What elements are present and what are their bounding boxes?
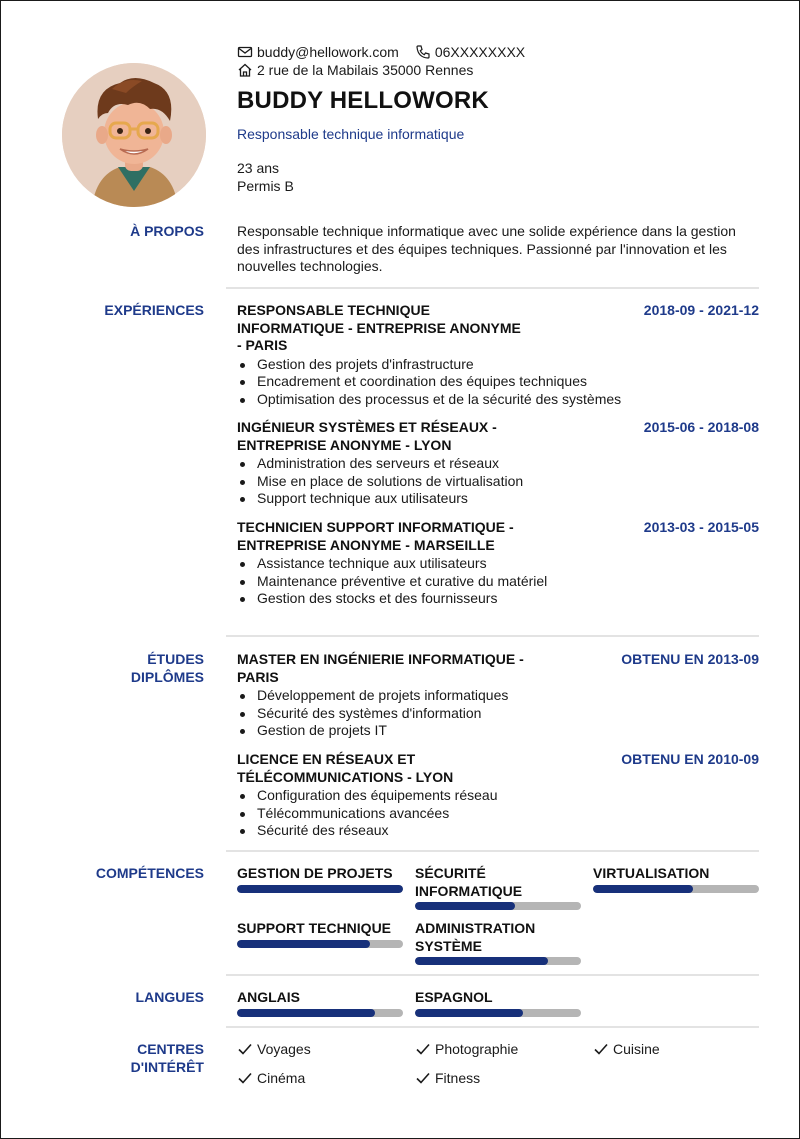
- experience-title: TECHNICIEN SUPPORT INFORMATIQUE - ENTREPRISE ANONYME - MARSEILLE: [237, 519, 514, 553]
- study-title: MASTER EN INGÉNIERIE INFORMATIQUE - PARIS: [237, 651, 524, 685]
- experience-entry: [237, 302, 759, 408]
- skill-level-fill: [237, 940, 370, 948]
- study-date: OBTENU EN 2013-09: [621, 651, 759, 667]
- divider: [226, 1026, 759, 1028]
- study-entry: [237, 751, 759, 840]
- interest-name: Voyages: [257, 1041, 311, 1057]
- skill-item: [415, 865, 581, 910]
- interest-name: Photographie: [435, 1041, 519, 1057]
- experience-date: 2013-03 - 2015-05: [643, 519, 759, 535]
- section-label-experiences: EXPÉRIENCES: [104, 302, 204, 318]
- list-item: Administration des serveurs et réseaux: [237, 455, 759, 473]
- skill-item: [237, 865, 403, 893]
- about-text: Responsable technique informatique avec une solide expérience dans la gestion des infrastructures et des équipes techniques. Passionné par l'innovation et les nouvelles technologies.: [237, 223, 736, 274]
- language-name: ESPAGNOL: [415, 989, 493, 1005]
- language-level-fill: [415, 1009, 523, 1017]
- list-item: Gestion de projets IT: [237, 722, 759, 740]
- list-item: Assistance technique aux utilisateurs: [237, 555, 759, 573]
- study-bullets: [237, 787, 759, 840]
- avatar: [62, 63, 206, 207]
- checkmark-icon: [237, 1041, 253, 1057]
- address-item: [237, 62, 473, 78]
- skill-name: SÉCURITÉ INFORMATIQUE: [415, 865, 523, 899]
- interest-item: [237, 1041, 311, 1057]
- skill-name: ADMINISTRATION SYSTÈME: [415, 920, 536, 954]
- language-level-bar: [237, 1009, 403, 1017]
- envelope-icon: [237, 44, 253, 60]
- experience-bullets: [237, 356, 759, 409]
- interest-item: [415, 1070, 480, 1086]
- skill-item: [593, 865, 759, 893]
- email-text: buddy@hellowork.com: [257, 44, 399, 60]
- skill-name: VIRTUALISATION: [593, 865, 710, 881]
- study-title: LICENCE EN RÉSEAUX ET TÉLÉCOMMUNICATIONS - LYON: [237, 751, 454, 785]
- skill-level-bar: [237, 885, 403, 893]
- experience-entry: [237, 519, 759, 608]
- divider: [226, 287, 759, 289]
- job-title: Responsable technique informatique: [237, 126, 465, 142]
- list-item: Sécurité des réseaux: [237, 822, 759, 840]
- skill-level-fill: [415, 902, 515, 910]
- skill-level-bar: [237, 940, 403, 948]
- experience-bullets: [237, 555, 759, 608]
- list-item: Maintenance préventive et curative du matériel: [237, 573, 759, 591]
- list-item: Développement de projets informatiques: [237, 687, 759, 705]
- section-label-studies: [54, 651, 204, 686]
- phone-item[interactable]: [415, 44, 525, 60]
- skill-level-fill: [237, 885, 403, 893]
- checkmark-icon: [415, 1041, 431, 1057]
- phone-icon: [415, 44, 431, 60]
- email-item[interactable]: [237, 44, 399, 60]
- experience-bullets: [237, 455, 759, 508]
- contact-block: [237, 43, 541, 79]
- section-label-about: À PROPOS: [130, 223, 204, 239]
- interest-item: [593, 1041, 660, 1057]
- list-item: Gestion des projets d'infrastructure: [237, 356, 759, 374]
- list-item: Gestion des stocks et des fournisseurs: [237, 590, 759, 608]
- checkmark-icon: [593, 1041, 609, 1057]
- skill-name: SUPPORT TECHNIQUE: [237, 920, 392, 936]
- label-line: ÉTUDES: [147, 651, 204, 667]
- label-line: CENTRES: [137, 1041, 204, 1057]
- phone-text: 06XXXXXXXX: [434, 44, 526, 60]
- personal-info: [237, 160, 294, 195]
- list-item: Support technique aux utilisateurs: [237, 490, 759, 508]
- language-level-fill: [237, 1009, 375, 1017]
- list-item: Mise en place de solutions de virtualisation: [237, 473, 759, 491]
- divider: [226, 850, 759, 852]
- language-item: [415, 989, 581, 1017]
- language-item: [237, 989, 403, 1017]
- study-entry: [237, 651, 759, 740]
- study-bullets: [237, 687, 759, 740]
- skill-level-fill: [593, 885, 693, 893]
- driving-license: Permis B: [237, 177, 294, 194]
- skill-level-bar: [593, 885, 759, 893]
- skill-level-bar: [415, 957, 581, 965]
- checkmark-icon: [237, 1070, 253, 1086]
- skill-level-fill: [415, 957, 548, 965]
- candidate-name: BUDDY HELLOWORK: [237, 87, 489, 114]
- skill-name: GESTION DE PROJETS: [237, 865, 393, 881]
- home-icon: [237, 62, 253, 78]
- skill-item: [237, 920, 403, 948]
- divider: [226, 635, 759, 637]
- address-text: 2 rue de la Mabilais 35000 Rennes: [257, 62, 474, 78]
- language-level-bar: [415, 1009, 581, 1017]
- interest-name: Cinéma: [257, 1070, 306, 1086]
- skill-item: [415, 920, 581, 965]
- experience-entry: [237, 419, 759, 508]
- experience-title: RESPONSABLE TECHNIQUE INFORMATIQUE - ENTREPRISE ANONYME - PARIS: [237, 302, 521, 353]
- interest-name: Fitness: [435, 1070, 481, 1086]
- study-date: OBTENU EN 2010-09: [621, 751, 759, 767]
- checkmark-icon: [415, 1070, 431, 1086]
- experience-date: 2018-09 - 2021-12: [643, 302, 759, 318]
- label-line: D'INTÉRÊT: [130, 1058, 204, 1075]
- interest-item: [415, 1041, 518, 1057]
- skill-level-bar: [415, 902, 581, 910]
- avatar-illustration: [62, 63, 206, 207]
- experience-title: INGÉNIEUR SYSTÈMES ET RÉSEAUX - ENTREPRISE ANONYME - LYON: [237, 419, 497, 453]
- section-label-interests: [54, 1041, 204, 1076]
- list-item: Sécurité des systèmes d'information: [237, 705, 759, 723]
- interest-item: [237, 1070, 305, 1086]
- list-item: Optimisation des processus et de la sécurité des systèmes: [237, 391, 759, 409]
- language-name: ANGLAIS: [237, 989, 300, 1005]
- list-item: Encadrement et coordination des équipes techniques: [237, 373, 759, 391]
- experience-date: 2015-06 - 2018-08: [643, 419, 759, 435]
- label-line: DIPLÔMES: [130, 668, 204, 685]
- section-label-skills: COMPÉTENCES: [95, 865, 204, 881]
- interest-name: Cuisine: [613, 1041, 660, 1057]
- section-label-languages: LANGUES: [135, 989, 204, 1005]
- divider: [226, 974, 759, 976]
- list-item: Télécommunications avancées: [237, 805, 759, 823]
- age: 23 ans: [237, 160, 280, 176]
- list-item: Configuration des équipements réseau: [237, 787, 759, 805]
